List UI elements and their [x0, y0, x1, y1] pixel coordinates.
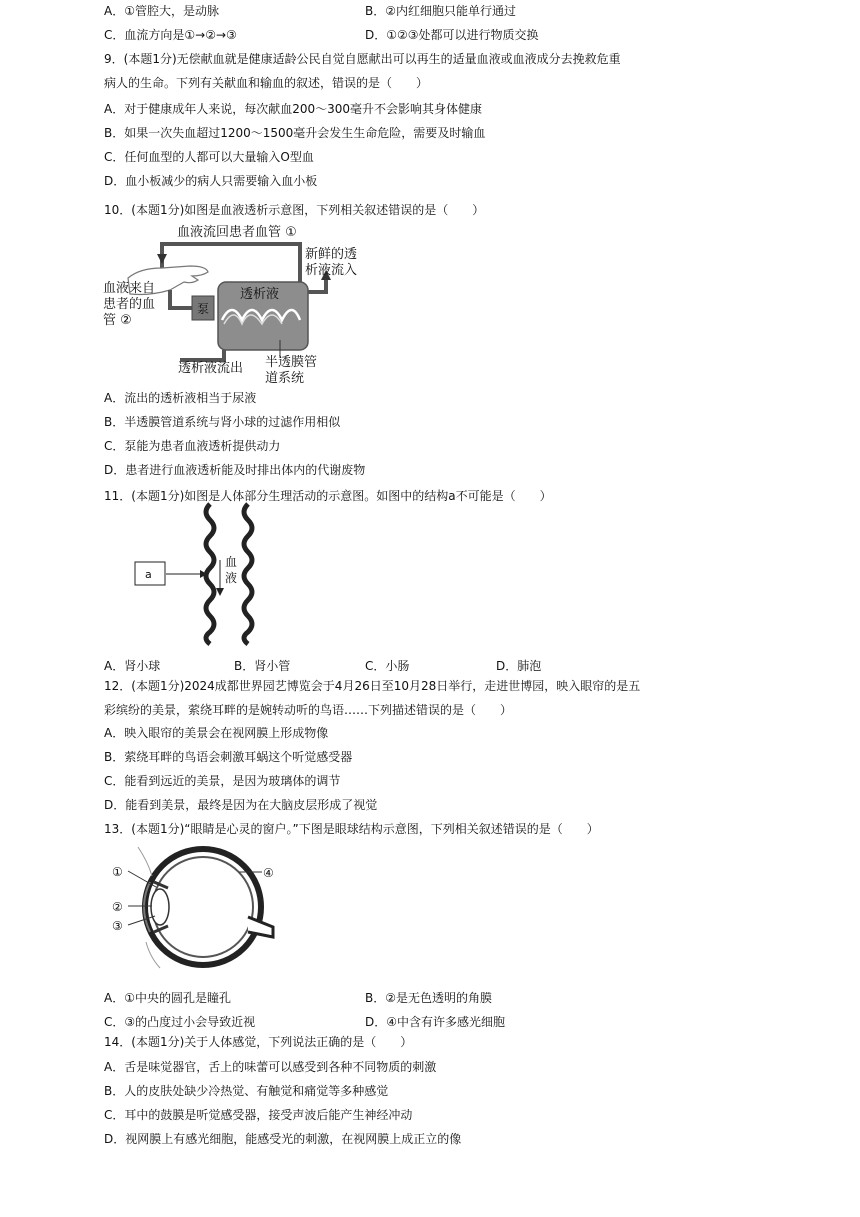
- upper-eyelid: [138, 847, 152, 876]
- q11-option-a[interactable]: A．肾小球: [104, 659, 161, 673]
- vessel-wall-right: [244, 504, 252, 644]
- outflow-tube: [180, 350, 224, 360]
- label-from-3: 管 ②: [103, 313, 132, 328]
- q13-option-c[interactable]: C．③的凸度过小会导致近视: [104, 1015, 256, 1029]
- label-1: ①: [112, 865, 123, 879]
- q9-stem-line2: 病人的生命。下列有关献血和输血的叙述，错误的是（ ）: [104, 76, 429, 90]
- q9-option-b[interactable]: B．如果一次失血超过1200～1500毫升会发生生命危险，需要及时输血: [104, 126, 486, 140]
- q10-stem: 10．(本题1分)如图是血液透析示意图，下列相关叙述错误的是（ ）: [104, 203, 485, 217]
- q12-stem-line2: 彩缤纷的美景，萦绕耳畔的是婉转动听的鸟语……下列描述错误的是（ ）: [104, 703, 513, 717]
- blood-in-tube: [170, 290, 192, 308]
- q14-stem: 14．(本题1分)关于人体感觉，下列说法正确的是（ ）: [104, 1035, 413, 1049]
- q13-option-b[interactable]: B．②是无色透明的角膜: [365, 991, 492, 1005]
- q14-option-a[interactable]: A．舌是味觉器官，舌上的味蕾可以感受到各种不同物质的刺激: [104, 1060, 437, 1074]
- q11-option-d[interactable]: D．肺泡: [496, 659, 542, 673]
- hemodialysis-diagram: [100, 220, 370, 390]
- q9-option-a[interactable]: A．对于健康成年人来说，每次献血200～300毫升不会影响其身体健康: [104, 102, 483, 116]
- q10-option-a[interactable]: A．流出的透析液相当于尿液: [104, 391, 257, 405]
- capillary-diagram: [130, 502, 280, 647]
- label-return: 血液流回患者血管 ①: [177, 225, 297, 240]
- q8-option-b[interactable]: B．②内红细胞只能单行通过: [365, 4, 516, 18]
- label-blood-1: 血: [225, 555, 238, 569]
- q10-option-d[interactable]: D．患者进行血液透析能及时排出体内的代谢废物: [104, 463, 366, 477]
- vessel-wall-left: [206, 504, 214, 644]
- q13-option-a[interactable]: A．①中央的圆孔是瞳孔: [104, 991, 231, 1005]
- q14-option-c[interactable]: C．耳中的鼓膜是听觉感受器，接受声波后能产生神经冲动: [104, 1108, 413, 1122]
- q13-stem: 13．(本题1分)“眼睛是心灵的窗户。”下图是眼球结构示意图，下列相关叙述错误的是（ ）: [104, 822, 599, 836]
- label-blood-2: 液: [225, 571, 238, 585]
- label-3: ③: [112, 919, 123, 933]
- label-membrane-2: 道系统: [265, 371, 305, 386]
- eyeball-diagram: [108, 842, 283, 977]
- label-from-1: 血液来自: [103, 281, 156, 296]
- q11-option-c[interactable]: C．小肠: [365, 659, 410, 673]
- q12-stem-line1: 12．(本题1分)2024成都世界园艺博览会于4月26日至10月28日举行，走进世博园，映入眼帘的是五: [104, 679, 641, 693]
- arrow-down-icon: [157, 254, 167, 264]
- label-membrane-1: 半透膜管: [265, 355, 318, 370]
- label-pump: 泵: [197, 302, 210, 316]
- label-from-2: 患者的血: [103, 297, 156, 312]
- label-tank: 透析液: [240, 287, 280, 302]
- label-a: a: [145, 568, 152, 581]
- label-fresh-1: 新鲜的透: [305, 247, 358, 262]
- arrow-down-icon: [216, 588, 224, 596]
- q9-option-c[interactable]: C．任何血型的人都可以大量输入O型血: [104, 150, 314, 164]
- q8-option-a[interactable]: A．①管腔大，是动脉: [104, 4, 219, 18]
- q12-option-a[interactable]: A．映入眼帘的美景会在视网膜上形成物像: [104, 726, 329, 740]
- label-fresh-2: 析液流入: [305, 263, 358, 278]
- q14-option-b[interactable]: B．人的皮肤处缺少冷热觉、有触觉和痛觉等多种感觉: [104, 1084, 389, 1098]
- q8-option-d[interactable]: D．①②③处都可以进行物质交换: [365, 28, 539, 42]
- label-2: ②: [112, 900, 123, 914]
- q14-option-d[interactable]: D．视网膜上有感光细胞，能感受光的刺激，在视网膜上成正立的像: [104, 1132, 462, 1146]
- q12-option-b[interactable]: B．萦绕耳畔的鸟语会刺激耳蜗这个听觉感受器: [104, 750, 353, 764]
- q10-option-b[interactable]: B．半透膜管道系统与肾小球的过滤作用相似: [104, 415, 341, 429]
- q13-option-d[interactable]: D．④中含有许多感光细胞: [365, 1015, 505, 1029]
- label-4: ④: [263, 866, 274, 880]
- q9-option-d[interactable]: D．血小板减少的病人只需要输入血小板: [104, 174, 318, 188]
- q12-option-c[interactable]: C．能看到远近的美景，是因为玻璃体的调节: [104, 774, 341, 788]
- q12-option-d[interactable]: D．能看到美景，最终是因为在大脑皮层形成了视觉: [104, 798, 378, 812]
- q9-stem-line1: 9．(本题1分)无偿献血就是健康适龄公民自觉自愿献出可以再生的适量血液或血液成分去挽救危重: [104, 52, 621, 66]
- q10-option-c[interactable]: C．泵能为患者血液透析提供动力: [104, 439, 281, 453]
- q8-option-c[interactable]: C．血流方向是①→②→③: [104, 28, 237, 42]
- q11-stem: 11．(本题1分)如图是人体部分生理活动的示意图。如图中的结构a不可能是（ ）: [104, 489, 552, 503]
- label-outflow: 透析液流出: [178, 361, 244, 376]
- q11-option-b[interactable]: B．肾小管: [234, 659, 291, 673]
- lens: [151, 889, 169, 925]
